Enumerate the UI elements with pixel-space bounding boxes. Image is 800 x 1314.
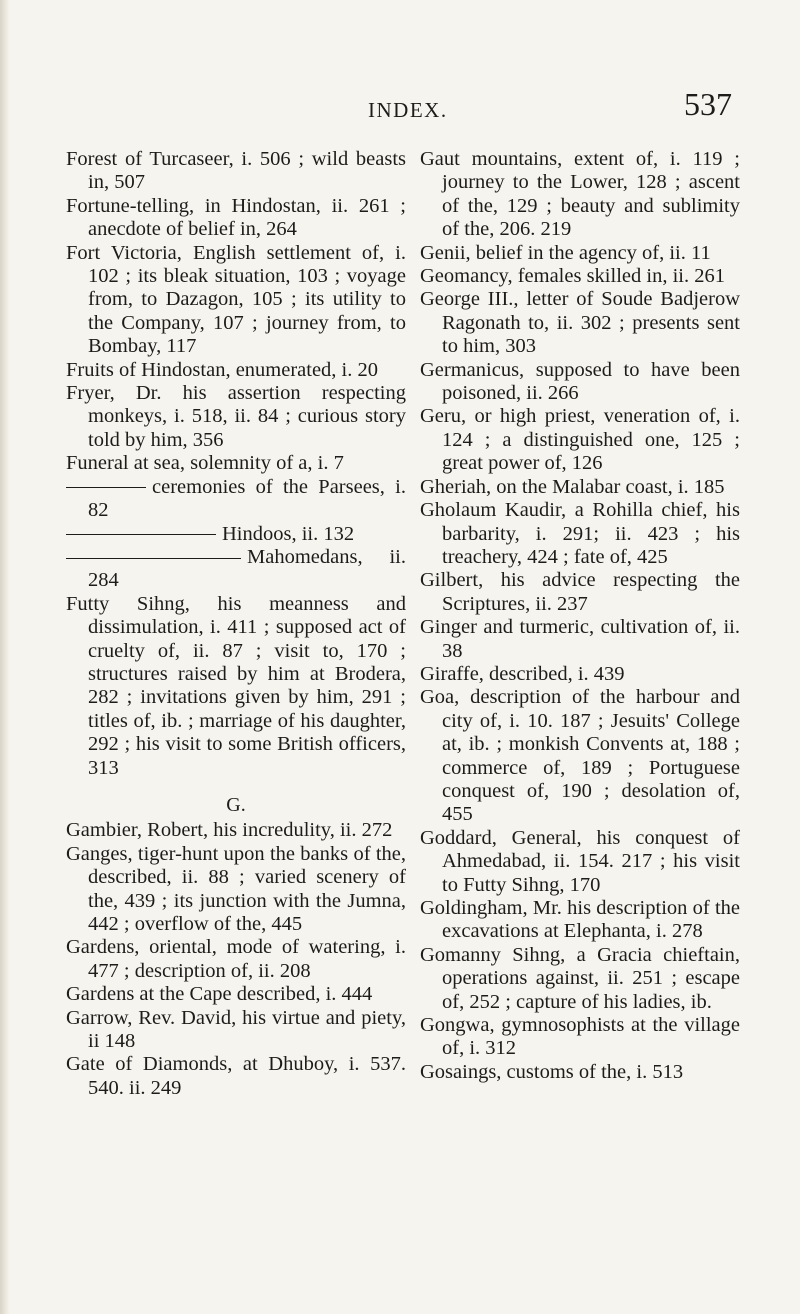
index-entry: Gheriah, on the Malabar coast, i. 185 [420, 475, 725, 498]
index-entry: Fryer, Dr. his assertion respecting monkeys, i. 518, ii. 84 ; curious story told by him, 356 [66, 382, 406, 451]
index-sub-entry [66, 523, 406, 546]
index-entry: Gardens at the Cape described, i. 444 [66, 983, 373, 1006]
sub-entry-text: Hindoos, ii. 132 [222, 522, 355, 545]
index-sub-entry [66, 546, 406, 593]
sub-entry-text: ceremonies of the Parsees, i. 82 [88, 475, 406, 522]
section-letter: G. [226, 793, 246, 816]
index-entry: Fruits of Hindostan, enumerated, i. 20 [66, 358, 379, 381]
index-entry: Gomanny Sihng, a Gracia chieftain, operations against, ii. 251 ; escape of, 252 ; capture of his ladies, ib. [420, 943, 740, 1013]
index-entry: Gholaum Kaudir, a Rohilla chief, his barbarity, i. 291; ii. 423 ; his treachery, 424 ; fate of, 425 [420, 499, 740, 568]
index-entry: Giraffe, described, i. 439 [420, 662, 625, 685]
index-entry: Gate of Diamonds, at Dhuboy, i. 537. 540. ii. 249 [66, 1053, 406, 1099]
sub-entry-text: Mahomedans, ii. 284 [88, 545, 406, 592]
index-entry: Futty Sihng, his meanness and dissimulation, i. 411 ; supposed act of cruelty of, ii. 87 ; visit to, 170 ; structures raised by him at Brodera, 282 ; invitations given by him, 291 ; titles of, ib. ; marriage of his daughter, 292 ; his visit to some British officers, 313 [66, 592, 406, 779]
index-entry: George III., letter of Soude Badjerow Ragonath to, ii. 302 ; presents sent to him, 303 [420, 288, 740, 358]
index-sub-entry [66, 476, 406, 523]
index-entry: Geru, or high priest, veneration of, i. 124 ; a distinguished one, 125 ; great power of, 126 [420, 405, 740, 475]
index-entry: Germanicus, supposed to have been poisoned, ii. 266 [420, 358, 740, 405]
index-entry: Geomancy, females skilled in, ii. 261 [420, 265, 725, 288]
index-entry: Goldingham, Mr. his description of the excavations at Elephanta, i. 278 [420, 897, 740, 943]
page-number: 537 [684, 86, 732, 122]
page-edge [0, 0, 10, 1314]
right-column [420, 148, 740, 1084]
index-entry: Gongwa, gymnosophists at the village of, i. 312 [420, 1014, 740, 1060]
index-entry: Garrow, Rev. David, his virtue and piety, ii 148 [66, 1006, 406, 1053]
index-entry: Fort Victoria, English settlement of, i. 102 ; its bleak situation, 103 ; voyage from, to Dazagon, 105 ; its utility to the Company, 107 ; journey from, to Bombay, 117 [66, 241, 406, 358]
index-entry: Gardens, oriental, mode of watering, i. 477 ; description of, ii. 208 [66, 936, 406, 982]
index-entry: Goddard, General, his conquest of Ahmedabad, ii. 154. 217 ; his visit to Futty Sihng, 170 [420, 826, 740, 896]
ditto-dash [66, 558, 241, 559]
index-entry: Gaut mountains, extent of, i. 119 ; journey to the Lower, 128 ; ascent of the, 129 ; beauty and sublimity of the, 206. 219 [420, 148, 740, 241]
left-column [66, 148, 406, 1100]
ditto-dash [66, 487, 146, 488]
index-entry: Genii, belief in the agency of, ii. 11 [420, 241, 711, 264]
index-entry: Goa, description of the harbour and city of, i. 10. 187 ; Jesuits' College at, ib. ; monkish Convents at, 188 ; commerce of, 189 ; Portuguese conquest of, 190 ; desolation of, 455 [420, 686, 740, 826]
index-entry: Funeral at sea, solemnity of a, i. 7 [66, 452, 344, 475]
index-entry: Forest of Turcaseer, i. 506 ; wild beasts in, 507 [66, 148, 406, 194]
ditto-dash [66, 534, 216, 535]
index-entry: Gosaings, customs of the, i. 513 [420, 1060, 684, 1083]
index-entry: Gambier, Robert, his incredulity, ii. 272 [66, 819, 393, 842]
index-entry: Fortune-telling, in Hindostan, ii. 261 ; anecdote of belief in, 264 [66, 194, 406, 241]
page-header [0, 86, 800, 126]
running-head: INDEX. [368, 98, 448, 122]
index-entry: Ganges, tiger-hunt upon the banks of the, described, ii. 88 ; varied scenery of the, 439 ; its junction with the Jumna, 442 ; overflow of the, 445 [66, 842, 406, 935]
index-entry: Gilbert, his advice respecting the Scriptures, ii. 237 [420, 569, 740, 615]
index-entry: Ginger and turmeric, cultivation of, ii. 38 [420, 616, 740, 662]
